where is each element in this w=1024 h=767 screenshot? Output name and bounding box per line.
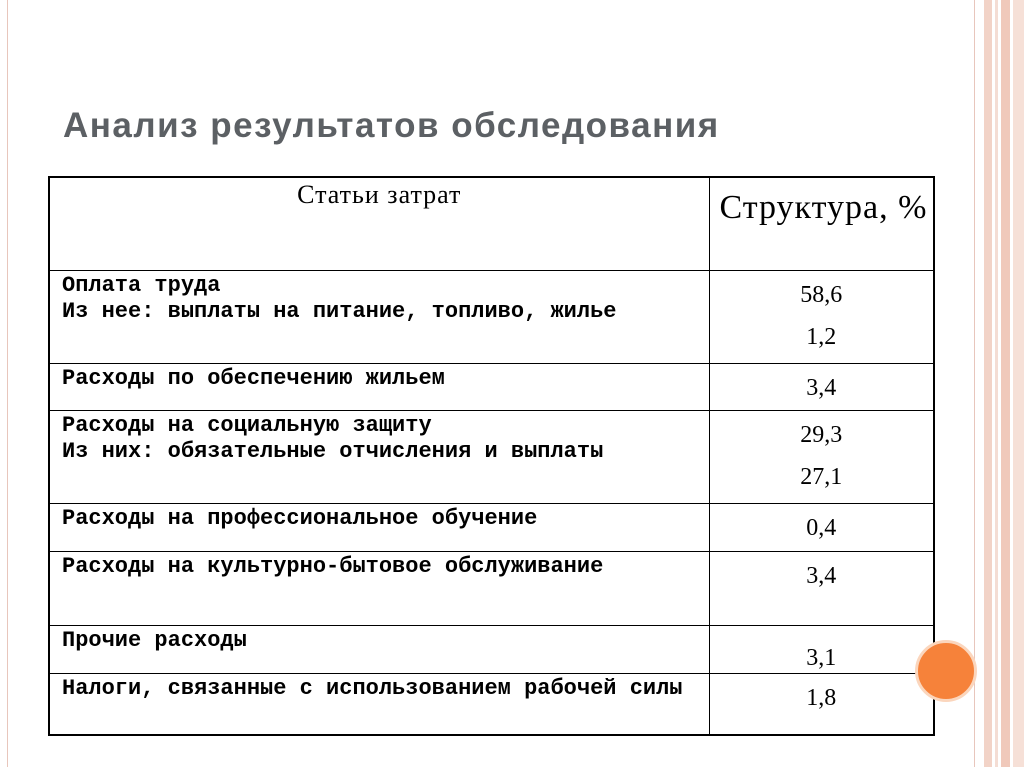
table-row	[49, 363, 934, 410]
row-item: Расходы по обеспечению жильем	[62, 365, 445, 391]
decor-stripe	[1013, 0, 1024, 767]
table-row	[49, 503, 934, 551]
row-value-cell	[709, 270, 934, 363]
header-cost-items: Статьи затрат	[49, 177, 709, 270]
table-row	[49, 410, 934, 503]
slide-title: Анализ результатов обследования	[63, 106, 720, 145]
table-row	[49, 625, 934, 673]
row-label	[49, 410, 709, 503]
row-item: Налоги, связанные с использованием рабочей силы	[62, 675, 683, 701]
row-value-cell	[709, 503, 934, 551]
decor-stripe	[995, 0, 998, 767]
row-item: Расходы на социальную защиту	[62, 412, 432, 438]
accent-circle	[915, 640, 977, 702]
row-value-cell	[709, 363, 934, 410]
row-sub-item: Из нее: выплаты на питание, топливо, жилье	[62, 298, 617, 324]
row-item: Оплата труда	[62, 272, 221, 298]
table-row	[49, 551, 934, 625]
row-label	[49, 503, 709, 551]
header-structure-percent: Структура, %	[709, 177, 934, 270]
row-label	[49, 673, 709, 735]
row-value: 3,4	[806, 562, 837, 589]
decor-stripe	[984, 0, 992, 767]
row-label	[49, 270, 709, 363]
row-sub-item: Из них: обязательные отчисления и выплаты	[62, 438, 604, 464]
row-value: 58,6	[800, 281, 843, 308]
row-sub-value: 27,1	[800, 463, 843, 490]
row-label	[49, 363, 709, 410]
row-item: Прочие расходы	[62, 627, 247, 653]
row-value: 3,4	[806, 374, 837, 401]
row-value: 29,3	[800, 421, 843, 448]
row-value-cell	[709, 551, 934, 625]
table-row	[49, 270, 934, 363]
row-value: 3,1	[806, 644, 837, 671]
row-value: 0,4	[806, 514, 837, 541]
decor-stripe	[1001, 0, 1010, 767]
row-value-cell	[709, 625, 934, 673]
row-label	[49, 625, 709, 673]
table-row	[49, 673, 934, 735]
row-value: 1,8	[806, 684, 837, 711]
row-sub-value: 1,2	[806, 323, 837, 350]
row-item: Расходы на культурно-бытовое обслуживание	[62, 553, 604, 579]
cost-structure-table	[48, 176, 935, 736]
row-item: Расходы на профессиональное обучение	[62, 505, 538, 531]
table-header-row	[49, 177, 934, 270]
row-value-cell	[709, 410, 934, 503]
row-label	[49, 551, 709, 625]
row-value-cell	[709, 673, 934, 735]
